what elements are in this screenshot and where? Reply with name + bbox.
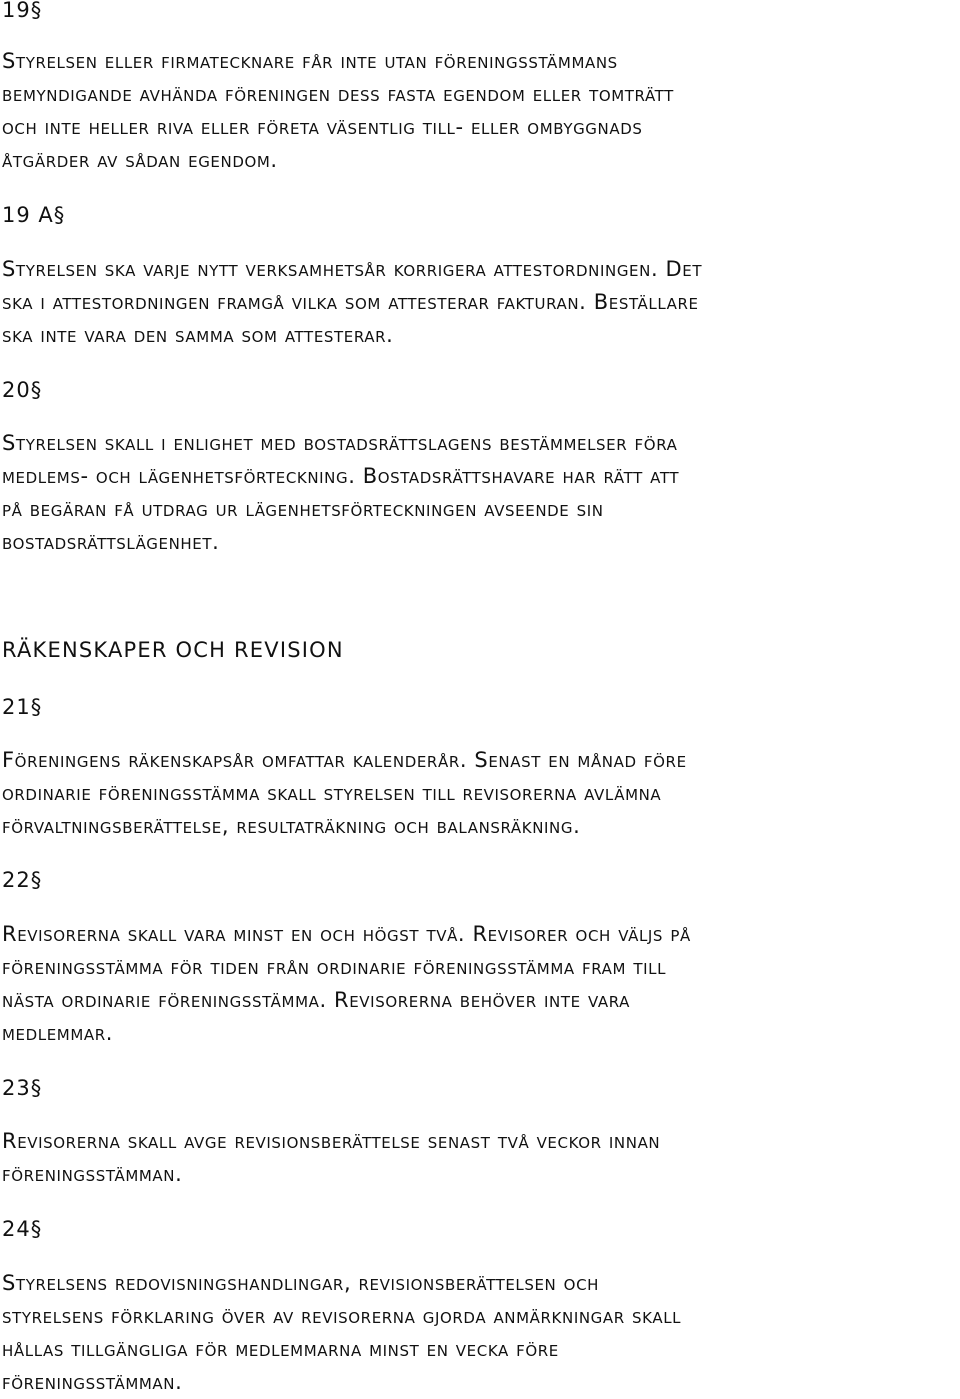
section-number-19a: 19 A§ <box>2 203 66 227</box>
text-line: Styrelsen eller firmatecknare får inte utan föreningsstämmans <box>2 49 618 73</box>
section-20-text <box>2 427 960 559</box>
section-number-20: 20§ <box>2 378 43 402</box>
text-line: Styrelsens redovisningshandlingar, revisionsberättelsen och <box>2 1271 600 1295</box>
section-24-text <box>2 1267 960 1399</box>
section-21-text <box>2 744 960 843</box>
text-line: föreningsstämma för tiden från ordinarie föreningsstämma fram till <box>2 955 667 979</box>
text-line: föreningsstämman. <box>2 1370 183 1394</box>
text-line: medlems- och lägenhetsförteckning. Bostadsrättshavare har rätt att <box>2 464 680 488</box>
text-line: Styrelsen skall i enlighet med bostadsrättslagens bestämmelser föra <box>2 431 678 455</box>
text-line: åtgärder av sådan egendom. <box>2 148 278 172</box>
text-line: föreningsstämman. <box>2 1162 183 1186</box>
section-number-23: 23§ <box>2 1076 43 1100</box>
text-line: hållas tillgängliga för medlemmarna minst en vecka före <box>2 1337 559 1361</box>
text-line: medlemmar. <box>2 1021 114 1045</box>
section-number-24: 24§ <box>2 1217 43 1241</box>
section-number-22: 22§ <box>2 868 43 892</box>
text-line: bostadsrättslägenhet. <box>2 530 220 554</box>
text-line: förvaltningsberättelse, resultaträkning och balansräkning. <box>2 814 581 838</box>
text-line: nästa ordinarie föreningsstämma. Revisorerna behöver inte vara <box>2 988 631 1012</box>
text-line: Revisorerna skall vara minst en och högst två. Revisorer och väljs på <box>2 922 691 946</box>
section-23-text <box>2 1125 960 1191</box>
section-heading: RÄKENSKAPER OCH REVISION <box>2 638 344 662</box>
text-line: Styrelsen ska varje nytt verksamhetsår korrigera attestordningen. Det <box>2 257 703 281</box>
text-line: Föreningens räkenskapsår omfattar kalenderår. Senast en månad före <box>2 748 687 772</box>
section-number-19: 19§ <box>2 0 43 22</box>
section-number-21: 21§ <box>2 695 43 719</box>
section-19a-text <box>2 253 960 352</box>
text-line: ska i attestordningen framgå vilka som attesterar fakturan. Beställare <box>2 290 699 314</box>
text-line: på begäran få utdrag ur lägenhetsförteckningen avseende sin <box>2 497 604 521</box>
section-19-text <box>2 45 960 177</box>
text-line: ordinarie föreningsstämma skall styrelsen till revisorerna avlämna <box>2 781 662 805</box>
text-line: bemyndigande avhända föreningen dess fasta egendom eller tomträtt <box>2 82 674 106</box>
section-22-text <box>2 918 960 1050</box>
text-line: styrelsens förklaring över av revisorerna gjorda anmärkningar skall <box>2 1304 682 1328</box>
text-line: och inte heller riva eller företa väsentlig till- eller ombyggnads <box>2 115 643 139</box>
text-line: ska inte vara den samma som attesterar. <box>2 323 394 347</box>
text-line: Revisorerna skall avge revisionsberättelse senast två veckor innan <box>2 1129 661 1153</box>
